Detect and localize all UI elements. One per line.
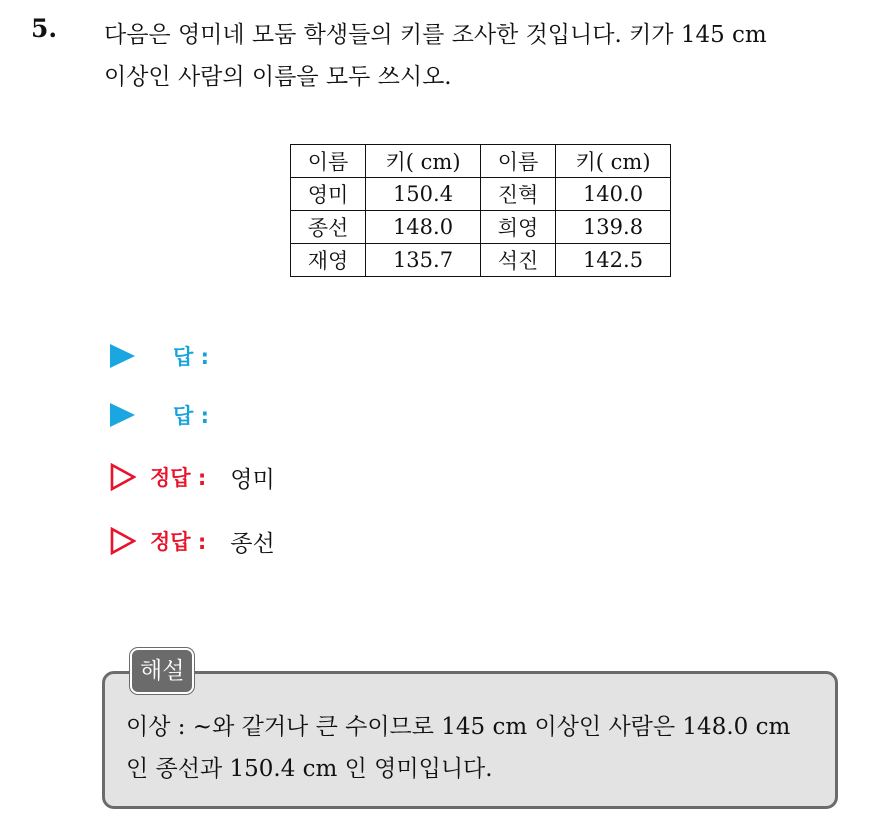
correct-answer-row-1: [110, 460, 275, 494]
table-cell-name: 석진: [481, 244, 556, 277]
correct-triangle-icon: [110, 463, 136, 491]
table-row: [291, 244, 671, 277]
table-cell-name: 종선: [291, 211, 366, 244]
question-line-1: 다음은 영미네 모둠 학생들의 키를 조사한 것입니다. 키가 145 cm: [104, 22, 767, 48]
table-header-row: [291, 145, 671, 178]
question-text: [104, 14, 874, 98]
correct-answer-value: 영미: [230, 466, 275, 493]
table-header-name: 이름: [291, 145, 366, 178]
table-cell-height: 140.0: [556, 178, 671, 211]
table-row: [291, 178, 671, 211]
table-header-height: 키( cm): [556, 145, 671, 178]
question-number: 5.: [31, 14, 58, 43]
table-cell-name: 희영: [481, 211, 556, 244]
answer-triangle-icon: [110, 403, 135, 427]
correct-triangle-icon: [110, 527, 136, 555]
explanation-tag: 해설: [130, 648, 194, 694]
correct-answer-label: 정답 :: [150, 530, 207, 554]
table-cell-name: 재영: [291, 244, 366, 277]
table-cell-height: 142.5: [556, 244, 671, 277]
answer-row-2: [110, 398, 209, 432]
table-header-height: 키( cm): [366, 145, 481, 178]
table-header-name: 이름: [481, 145, 556, 178]
answer-label: 답 :: [173, 345, 209, 369]
correct-answer-value: 종선: [230, 530, 275, 557]
table-cell-height: 150.4: [366, 178, 481, 211]
height-table: [290, 144, 671, 277]
explanation-box: [102, 671, 838, 809]
table-cell-name: 영미: [291, 178, 366, 211]
table-cell-name: 진혁: [481, 178, 556, 211]
table-row: [291, 211, 671, 244]
answer-row-1: [110, 339, 209, 373]
table-cell-height: 148.0: [366, 211, 481, 244]
correct-answer-row-2: [110, 524, 275, 558]
answer-triangle-icon: [110, 344, 135, 368]
correct-answer-label: 정답 :: [150, 466, 207, 490]
explanation-line-2: 인 종선과 150.4 cm 인 영미입니다.: [126, 756, 493, 782]
table-cell-height: 135.7: [366, 244, 481, 277]
table-cell-height: 139.8: [556, 211, 671, 244]
explanation-line-1: 이상 : ~와 같거나 큰 수이므로 145 cm 이상인 사람은 148.0 cm: [126, 714, 791, 740]
question-line-2: 이상인 사람의 이름을 모두 쓰시오.: [104, 64, 452, 90]
answer-label: 답 :: [173, 404, 209, 428]
